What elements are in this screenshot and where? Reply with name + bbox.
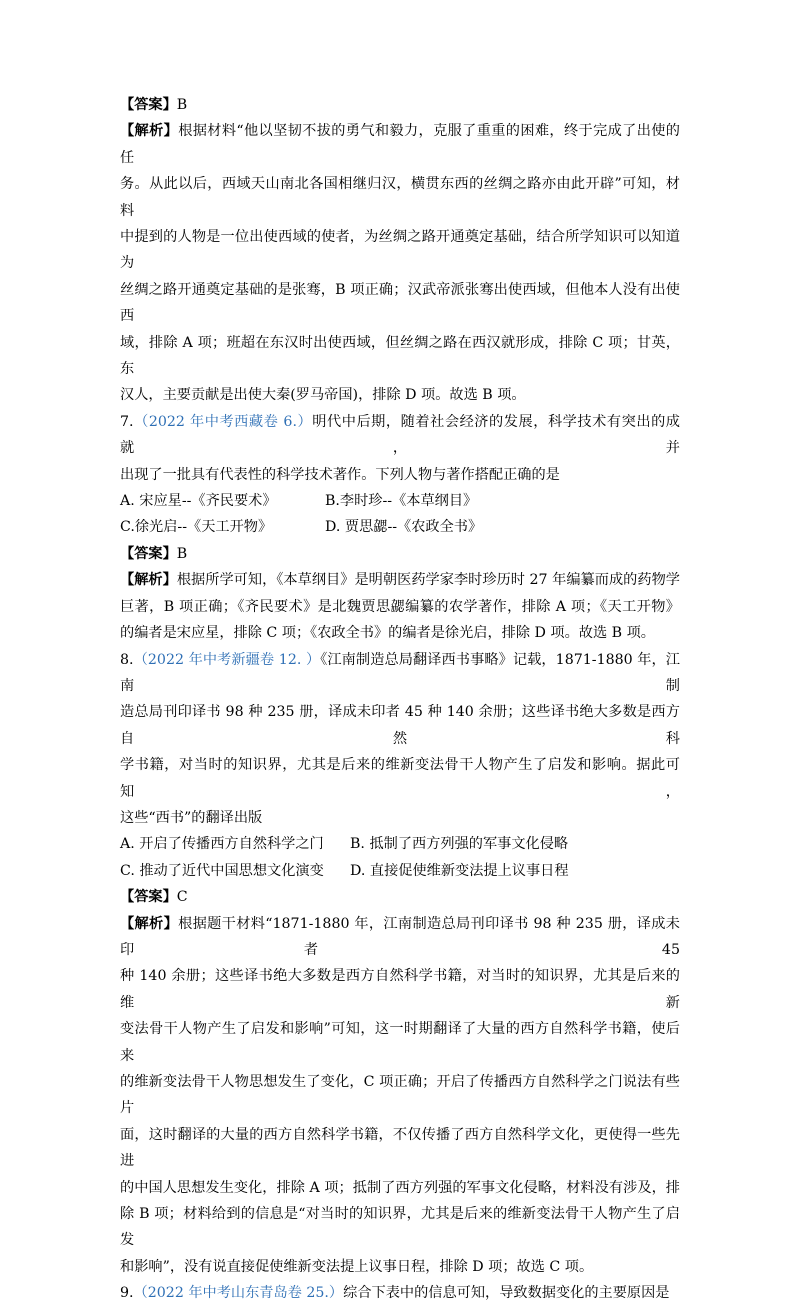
document-content — [120, 92, 680, 1307]
answer-line — [120, 884, 680, 910]
question-line: 造总局刊印译书 98 种 235 册，译成未印者 45 种 140 余册；这些译书绝大多数是西方自然科 — [120, 704, 680, 747]
analysis-tag: 【解析】 — [120, 123, 179, 140]
analysis-line: 【解析】根据材料“他以坚韧不拔的勇气和毅力，克服了重重的困难，终于完成了出使的任 — [120, 123, 680, 166]
question-line: 学书籍，对当时的知识界，尤其是后来的维新变法骨干人物产生了启发和影响。据此可知， — [120, 757, 680, 800]
analysis-line: 和影响”，没有说直接促使维新变法提上议事日程，排除 D 项；故选 C 项。 — [120, 1258, 594, 1275]
answer-tag: 【答案】 — [120, 97, 177, 113]
analysis-tag: 【解析】 — [120, 915, 179, 932]
question-line: 7.（2022 年中考西藏卷 6.）明代中后期，随着社会经济的发展，科学技术有突出的成就，并 — [120, 413, 680, 457]
analysis-line: 丝绸之路开通奠定基础的是张骞，B 项正确；汉武帝派张骞出使西域，但他本人没有出使西 — [120, 281, 680, 325]
question-number: 7. — [120, 413, 134, 430]
option-c: C.徐光启--《天工开物》 — [120, 519, 273, 536]
answer-tag: 【答案】 — [120, 545, 177, 562]
analysis-block — [120, 911, 680, 1281]
answer-line — [120, 541, 680, 567]
answer-value: B — [176, 97, 188, 113]
analysis-line: 的维新变法骨干人物思想发生了变化，C 项正确；开启了传播西方自然科学之门说法有些片 — [120, 1073, 680, 1117]
analysis-line: 种 140 余册；这些译书绝大多数是西方自然科学书籍，对当时的知识界，尤其是后来的维新 — [120, 968, 680, 1011]
question-line: 这些“西书”的翻译出版 — [120, 809, 263, 826]
answer-line — [120, 92, 680, 118]
question-number: 9. — [120, 1285, 134, 1302]
option-a: A. 宋应星--《齐民要术》 — [120, 493, 277, 510]
options-row — [120, 831, 680, 857]
analysis-line: 【解析】根据题干材料“1871-1880 年，江南制造总局刊印译书 98 种 235 册，译成未印者 45 — [120, 915, 680, 958]
answer-value: C — [176, 889, 188, 906]
option-a: A. 开启了传播西方自然科学之门 — [120, 836, 324, 853]
question-line: 9.（2022 年中考山东青岛卷 25.）综合下表中的信息可知，导致数据变化的主要原因是 — [120, 1285, 670, 1302]
question-source: （2022 年中考西藏卷 6.） — [133, 413, 313, 430]
analysis-block — [120, 118, 680, 408]
question-line: 出现了一批具有代表性的科学技术著作。下列人物与著作搭配正确的是 — [120, 466, 560, 483]
question-source: （2022 年中考山东青岛卷 25.） — [133, 1285, 344, 1302]
answer-value: B — [176, 545, 188, 562]
analysis-line: 汉人，主要贡献是出使大秦(罗马帝国)，排除 D 项。故选 B 项。 — [120, 387, 526, 404]
analysis-line: 巨著，B 项正确；《齐民要术》是北魏贾思勰编纂的农学著作，排除 A 项；《天工开物》 — [120, 598, 680, 615]
question-7 — [120, 409, 680, 541]
analysis-line: 的中国人思想发生变化，排除 A 项；抵制了西方列强的军事文化侵略，材料没有涉及，排 — [120, 1179, 680, 1196]
question-line: 8.（2022 年中考新疆卷 12. ）《江南制造总局翻译西书事略》记载，1871-1880 年，江南制 — [120, 651, 680, 694]
option-c: C. 推动了近代中国思想文化演变 — [120, 862, 324, 879]
option-b: B.李时珍--《本草纲目》 — [325, 493, 478, 510]
answer-tag: 【答案】 — [120, 889, 177, 906]
question-source: （2022 年中考新疆卷 12. ） — [133, 651, 321, 668]
analysis-line: 面，这时翻译的大量的西方自然科学书籍，不仅传播了西方自然科学文化，更使得一些先进 — [120, 1126, 680, 1170]
options-row — [120, 514, 680, 540]
option-d: D. 贾思勰--《农政全书》 — [325, 519, 483, 536]
question-8 — [120, 647, 680, 885]
analysis-line: 中提到的人物是一位出使西域的使者，为丝绸之路开通奠定基础，结合所学知识可以知道为 — [120, 229, 680, 272]
analysis-line: 除 B 项；材料给到的信息是“对当时的知识界，尤其是后来的维新变法骨干人物产生了启发 — [120, 1206, 680, 1249]
options-row — [120, 488, 680, 514]
analysis-tag: 【解析】 — [120, 572, 177, 589]
analysis-line: 变法骨干人物产生了启发和影响”可知，这一时期翻译了大量的西方自然科学书籍，使后来 — [120, 1021, 680, 1064]
option-b: B. 抵制了西方列强的军事文化侵略 — [350, 836, 569, 853]
options-row — [120, 858, 680, 884]
analysis-line: 务。从此以后，西域天山南北各国相继归汉，横贯东西的丝绸之路亦由此开辟”可知，材料 — [120, 176, 680, 219]
analysis-line: 【解析】根据所学可知，《本草纲目》是明朝医药学家李时珍历时 27 年编纂而成的药物学 — [120, 572, 680, 589]
analysis-line: 域，排除 A 项；班超在东汉时出使西域，但丝绸之路在西汉就形成，排除 C 项；甘英，东 — [120, 334, 680, 378]
analysis-line: 的编者是宋应星，排除 C 项；《农政全书》的编者是徐光启，排除 D 项。故选 B 项。 — [120, 625, 655, 642]
option-d: D. 直接促使维新变法提上议事日程 — [350, 862, 569, 879]
question-number: 8. — [120, 651, 134, 668]
analysis-block — [120, 567, 680, 646]
question-9 — [120, 1280, 680, 1306]
